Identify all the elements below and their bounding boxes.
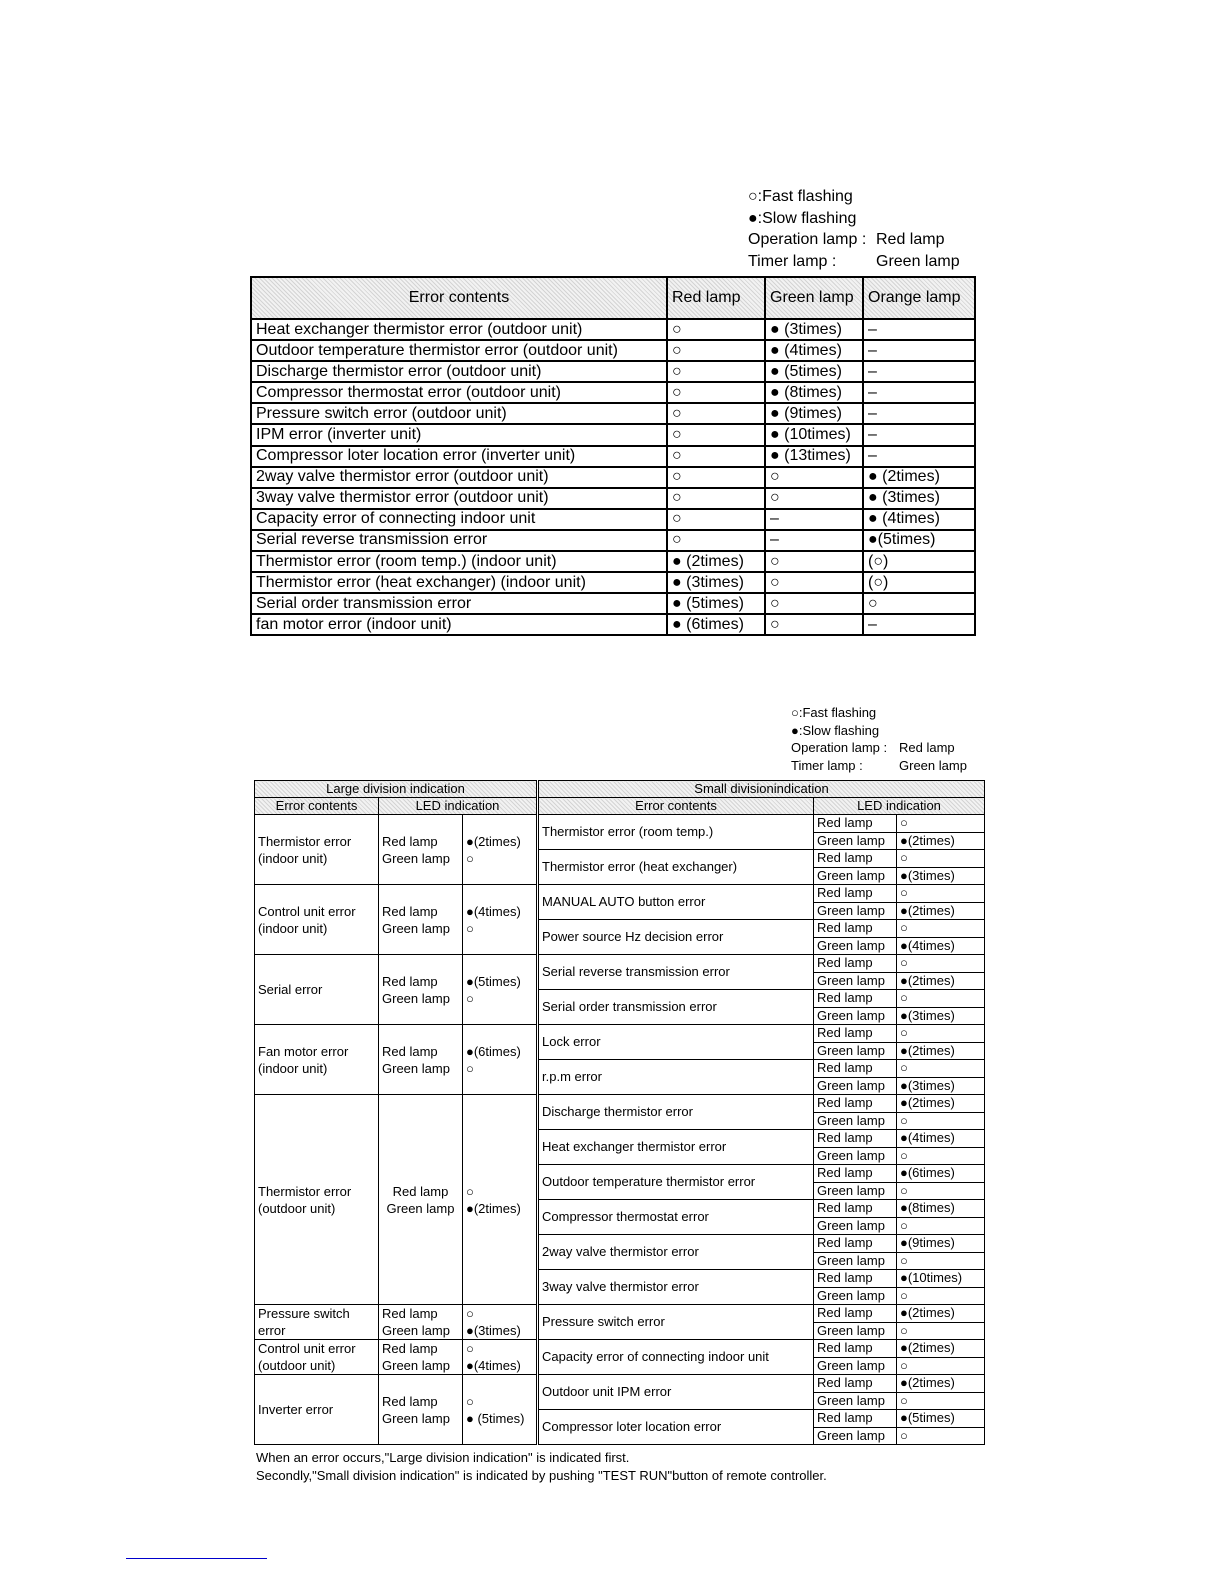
red-led-value: ○ xyxy=(897,850,985,868)
green-lamp-label: Green lamp xyxy=(814,1147,897,1165)
green-lamp-label: Green lamp xyxy=(814,1007,897,1025)
green-lamp-label: Green lamp xyxy=(382,1358,450,1373)
large-error-name-line: (outdoor unit) xyxy=(258,1200,336,1216)
green-lamp-label: Green lamp xyxy=(382,1323,450,1338)
header-red-lamp: Red lamp xyxy=(667,277,765,319)
green-lamp-label: Green lamp xyxy=(382,920,450,936)
large-error-name-line: Control unit error xyxy=(258,1341,356,1356)
green-lamp-cell: – xyxy=(765,530,863,551)
legend-row xyxy=(791,739,967,757)
red-lamp-cell: ● (5times) xyxy=(667,593,765,614)
small-error-name: Thermistor error (room temp.) xyxy=(538,815,814,850)
green-lamp-cell: ● (3times) xyxy=(765,319,863,340)
green-led-value: ○ xyxy=(466,990,474,1006)
red-led-value: ●(9times) xyxy=(897,1235,985,1253)
error-contents-cell: Thermistor error (room temp.) (indoor unit) xyxy=(251,551,667,572)
red-lamp-cell: ○ xyxy=(667,446,765,467)
green-lamp-label: Green lamp xyxy=(814,902,897,920)
large-error-name-line: Serial error xyxy=(258,982,323,997)
legend-key: Operation lamp : xyxy=(748,231,867,248)
red-lamp-label: Red lamp xyxy=(814,1165,897,1183)
green-lamp-cell: ● (4times) xyxy=(765,340,863,361)
small-error-name: Compressor thermostat error xyxy=(538,1200,814,1235)
subheader-led-indication: LED indication xyxy=(814,798,985,815)
error-contents-cell: 2way valve thermistor error (outdoor unit) xyxy=(251,467,667,488)
legend-top xyxy=(748,186,960,272)
large-led-values xyxy=(463,1375,538,1445)
small-error-name: Capacity error of connecting indoor unit xyxy=(538,1340,814,1375)
red-lamp-label: Red lamp xyxy=(382,1341,438,1356)
red-lamp-cell: ○ xyxy=(667,488,765,509)
small-error-name: Outdoor unit IPM error xyxy=(538,1375,814,1410)
green-lamp-label: Green lamp xyxy=(814,1077,897,1095)
small-error-name: Serial reverse transmission error xyxy=(538,955,814,990)
green-led-value: ○ xyxy=(897,1147,985,1165)
green-led-value: ● (5times) xyxy=(466,1410,525,1426)
header-large-division: Large division indication xyxy=(255,781,538,798)
table-header-row xyxy=(255,781,985,798)
large-led-values xyxy=(463,1095,538,1305)
green-lamp-label: Green lamp xyxy=(814,937,897,955)
legend-row xyxy=(791,704,967,722)
orange-lamp-cell: ○ xyxy=(863,593,975,614)
large-error-name-line: (indoor unit) xyxy=(258,920,328,936)
green-led-value: ●(3times) xyxy=(897,1077,985,1095)
legend-value: Green lamp xyxy=(899,758,967,774)
green-lamp-label: Green lamp xyxy=(382,850,450,866)
red-lamp-label: Red lamp xyxy=(382,833,438,849)
large-led-values xyxy=(463,1305,538,1340)
large-error-name xyxy=(255,1375,379,1445)
green-lamp-label: Green lamp xyxy=(386,1200,455,1216)
red-lamp-label: Red lamp xyxy=(382,973,438,989)
table-row xyxy=(255,955,985,973)
red-lamp-label: Red lamp xyxy=(814,1375,897,1393)
red-lamp-label: Red lamp xyxy=(382,1043,438,1059)
table-row xyxy=(251,509,975,530)
orange-lamp-cell: – xyxy=(863,424,975,445)
large-error-name xyxy=(255,1095,379,1305)
green-lamp-label: Green lamp xyxy=(382,990,450,1006)
red-lamp-cell: ○ xyxy=(667,382,765,403)
small-error-name: Pressure switch error xyxy=(538,1305,814,1340)
orange-lamp-cell: – xyxy=(863,361,975,382)
large-led-values xyxy=(463,815,538,885)
red-led-value: ○ xyxy=(897,920,985,938)
green-lamp-label: Green lamp xyxy=(382,1060,450,1076)
large-error-name xyxy=(255,1305,379,1340)
green-lamp-cell: ○ xyxy=(765,467,863,488)
green-lamp-cell: ● (9times) xyxy=(765,403,863,424)
error-contents-cell: Outdoor temperature thermistor error (outdoor unit) xyxy=(251,340,667,361)
legend-key: ●:Slow flashing xyxy=(791,722,880,738)
red-led-value: ●(4times) xyxy=(897,1130,985,1148)
red-lamp-cell: ○ xyxy=(667,467,765,488)
red-lamp-label: Red lamp xyxy=(814,850,897,868)
table-header-row xyxy=(251,277,975,319)
table-row xyxy=(255,1025,985,1043)
green-led-value: ●(4times) xyxy=(897,937,985,955)
orange-lamp-cell: ●(5times) xyxy=(863,530,975,551)
red-led-value: ●(6times) xyxy=(466,1043,521,1059)
table-row xyxy=(255,1095,985,1113)
error-contents-cell: Discharge thermistor error (outdoor unit) xyxy=(251,361,667,382)
green-led-value: ●(3times) xyxy=(466,1323,521,1338)
orange-lamp-cell: ● (2times) xyxy=(863,467,975,488)
large-error-name xyxy=(255,815,379,885)
red-lamp-label: Red lamp xyxy=(814,1130,897,1148)
large-error-name xyxy=(255,1340,379,1375)
legend-value: Red lamp xyxy=(876,231,945,248)
green-lamp-cell: – xyxy=(765,509,863,530)
red-lamp-label: Red lamp xyxy=(382,1306,438,1321)
table-row xyxy=(251,530,975,551)
green-lamp-label: Green lamp xyxy=(814,1392,897,1410)
large-error-name xyxy=(255,955,379,1025)
green-led-value: ○ xyxy=(466,920,474,936)
orange-lamp-cell: – xyxy=(863,382,975,403)
legend-row xyxy=(791,757,967,775)
green-lamp-label: Green lamp xyxy=(814,1252,897,1270)
green-led-value: ●(3times) xyxy=(897,1007,985,1025)
table-row xyxy=(255,1340,985,1358)
green-led-value: ○ xyxy=(897,1112,985,1130)
green-led-value: ○ xyxy=(897,1357,985,1375)
legend-key: Operation lamp : xyxy=(791,740,888,756)
red-lamp-cell: ○ xyxy=(667,319,765,340)
green-led-value: ○ xyxy=(466,1060,474,1076)
table-row xyxy=(251,340,975,361)
red-lamp-label: Red lamp xyxy=(814,1235,897,1253)
error-contents-cell: Capacity error of connecting indoor unit xyxy=(251,509,667,530)
red-lamp-label: Red lamp xyxy=(814,815,897,833)
table-row xyxy=(255,1305,985,1323)
red-lamp-cell: ● (3times) xyxy=(667,572,765,593)
green-lamp-label: Green lamp xyxy=(814,972,897,990)
red-led-value: ●(2times) xyxy=(897,1375,985,1393)
error-contents-cell: Compressor loter location error (inverter unit) xyxy=(251,446,667,467)
red-lamp-label: Red lamp xyxy=(814,1305,897,1323)
red-lamp-label: Red lamp xyxy=(814,1410,897,1428)
large-lamp-labels xyxy=(379,1375,463,1445)
legend-value: Green lamp xyxy=(876,252,960,270)
small-error-name: Heat exchanger thermistor error xyxy=(538,1130,814,1165)
error-contents-cell: Compressor thermostat error (outdoor unit) xyxy=(251,382,667,403)
green-led-value: ●(4times) xyxy=(466,1358,521,1373)
green-led-value: ○ xyxy=(897,1427,985,1445)
red-lamp-label: Red lamp xyxy=(814,885,897,903)
footer-rule xyxy=(126,1558,267,1559)
red-led-value: ●(6times) xyxy=(897,1165,985,1183)
error-contents-cell: 3way valve thermistor error (outdoor unit) xyxy=(251,488,667,509)
table-row xyxy=(251,361,975,382)
red-lamp-cell: ○ xyxy=(667,509,765,530)
green-lamp-cell: ○ xyxy=(765,572,863,593)
large-led-values xyxy=(463,1025,538,1095)
green-led-value: ○ xyxy=(897,1287,985,1305)
table-row xyxy=(251,551,975,572)
green-lamp-cell: ○ xyxy=(765,551,863,572)
large-error-name-line: Pressure switch xyxy=(258,1306,350,1321)
small-error-name: 2way valve thermistor error xyxy=(538,1235,814,1270)
red-led-value: ●(10times) xyxy=(897,1270,985,1288)
red-led-value: ●(2times) xyxy=(897,1095,985,1113)
legend-key: ○:Fast flashing xyxy=(791,705,877,720)
red-led-value: ○ xyxy=(897,1060,985,1078)
large-error-name-line: error xyxy=(258,1323,286,1338)
error-contents-cell: IPM error (inverter unit) xyxy=(251,424,667,445)
orange-lamp-cell: (○) xyxy=(863,551,975,572)
legend-row xyxy=(791,722,967,740)
green-led-value: ○ xyxy=(897,1392,985,1410)
green-lamp-cell: ○ xyxy=(765,614,863,635)
red-led-value: ○ xyxy=(466,1183,474,1199)
red-lamp-label: Red lamp xyxy=(392,1183,449,1199)
large-led-values xyxy=(463,1340,538,1375)
green-lamp-label: Green lamp xyxy=(814,832,897,850)
subheader-led-indication: LED indication xyxy=(379,798,538,815)
large-lamp-labels xyxy=(379,1025,463,1095)
green-lamp-label: Green lamp xyxy=(814,1427,897,1445)
large-led-values xyxy=(463,955,538,1025)
legend-row xyxy=(748,186,960,208)
small-error-name: r.p.m error xyxy=(538,1060,814,1095)
red-led-value: ●(2times) xyxy=(466,833,521,849)
table-row xyxy=(255,885,985,903)
small-error-name: Compressor loter location error xyxy=(538,1410,814,1445)
legend-key: ○:Fast flashing xyxy=(748,188,853,205)
red-lamp-cell: ○ xyxy=(667,340,765,361)
red-lamp-cell: ○ xyxy=(667,424,765,445)
large-lamp-labels xyxy=(379,1340,463,1375)
green-lamp-label: Green lamp xyxy=(814,1042,897,1060)
legend-row xyxy=(748,251,960,273)
small-error-name: Outdoor temperature thermistor error xyxy=(538,1165,814,1200)
large-error-name-line: Thermistor error xyxy=(258,833,352,849)
orange-lamp-cell: – xyxy=(863,340,975,361)
table-row xyxy=(251,614,975,635)
error-table-divisions xyxy=(254,780,985,1445)
table-row xyxy=(251,424,975,445)
header-error-contents: Error contents xyxy=(251,277,667,319)
green-lamp-label: Green lamp xyxy=(814,867,897,885)
legend-bottom xyxy=(791,704,967,775)
green-lamp-label: Green lamp xyxy=(814,1182,897,1200)
legend-row xyxy=(748,229,960,251)
green-lamp-cell: ● (10times) xyxy=(765,424,863,445)
red-led-value: ○ xyxy=(897,1025,985,1043)
large-lamp-labels xyxy=(379,1095,463,1305)
small-error-name: Thermistor error (heat exchanger) xyxy=(538,850,814,885)
green-led-value: ○ xyxy=(897,1217,985,1235)
green-led-value: ○ xyxy=(897,1322,985,1340)
large-error-name xyxy=(255,885,379,955)
table-subheader-row xyxy=(255,798,985,815)
green-led-value: ●(2times) xyxy=(897,1042,985,1060)
red-lamp-cell: ○ xyxy=(667,403,765,424)
header-orange-lamp: Orange lamp xyxy=(863,277,975,319)
red-lamp-label: Red lamp xyxy=(382,903,438,919)
table-row xyxy=(251,446,975,467)
footnote-line: When an error occurs,"Large division indication" is indicated first. xyxy=(256,1450,630,1465)
green-led-value: ●(2times) xyxy=(897,832,985,850)
subheader-error-contents: Error contents xyxy=(538,798,814,815)
green-lamp-label: Green lamp xyxy=(814,1357,897,1375)
green-led-value: ○ xyxy=(466,850,474,866)
red-led-value: ○ xyxy=(466,1306,474,1321)
red-led-value: ●(2times) xyxy=(897,1305,985,1323)
green-led-value: ○ xyxy=(897,1252,985,1270)
header-small-division: Small divisionindication xyxy=(538,781,985,798)
red-lamp-label: Red lamp xyxy=(814,1060,897,1078)
large-lamp-labels xyxy=(379,955,463,1025)
red-led-value: ●(5times) xyxy=(466,973,521,989)
small-error-name: Power source Hz decision error xyxy=(538,920,814,955)
orange-lamp-cell: – xyxy=(863,403,975,424)
large-error-name-line: (indoor unit) xyxy=(258,1060,328,1076)
red-led-value: ○ xyxy=(897,990,985,1008)
large-led-values xyxy=(463,885,538,955)
legend-value: Red lamp xyxy=(899,740,955,756)
red-lamp-label: Red lamp xyxy=(814,1340,897,1358)
table-row xyxy=(255,815,985,833)
orange-lamp-cell: (○) xyxy=(863,572,975,593)
red-led-value: ●(4times) xyxy=(466,903,521,919)
orange-lamp-cell: – xyxy=(863,614,975,635)
red-lamp-cell: ○ xyxy=(667,530,765,551)
error-contents-cell: Heat exchanger thermistor error (outdoor unit) xyxy=(251,319,667,340)
red-lamp-label: Red lamp xyxy=(814,955,897,973)
red-led-value: ●(5times) xyxy=(897,1410,985,1428)
legend-key: ●:Slow flashing xyxy=(748,209,857,227)
table-row xyxy=(251,319,975,340)
green-led-value: ○ xyxy=(897,1182,985,1200)
green-lamp-cell: ● (5times) xyxy=(765,361,863,382)
footnotes xyxy=(256,1449,827,1484)
subheader-error-contents: Error contents xyxy=(255,798,379,815)
legend-key: Timer lamp : xyxy=(791,758,863,774)
green-lamp-cell: ● (8times) xyxy=(765,382,863,403)
red-lamp-label: Red lamp xyxy=(814,1200,897,1218)
large-lamp-labels xyxy=(379,885,463,955)
green-lamp-label: Green lamp xyxy=(814,1322,897,1340)
large-error-name xyxy=(255,1025,379,1095)
red-lamp-label: Red lamp xyxy=(814,920,897,938)
small-error-name: 3way valve thermistor error xyxy=(538,1270,814,1305)
legend-row xyxy=(748,208,960,230)
large-error-name-line: (outdoor unit) xyxy=(258,1358,336,1373)
red-lamp-label: Red lamp xyxy=(814,990,897,1008)
large-error-name-line: (indoor unit) xyxy=(258,850,328,866)
red-lamp-label: Red lamp xyxy=(814,1025,897,1043)
red-led-value: ○ xyxy=(466,1341,474,1356)
large-error-name-line: Inverter error xyxy=(258,1402,334,1417)
table-row xyxy=(251,593,975,614)
legend-key: Timer lamp : xyxy=(748,252,837,270)
small-error-name: Lock error xyxy=(538,1025,814,1060)
large-lamp-labels xyxy=(379,1305,463,1340)
error-contents-cell: Pressure switch error (outdoor unit) xyxy=(251,403,667,424)
orange-lamp-cell: – xyxy=(863,446,975,467)
orange-lamp-cell: – xyxy=(863,319,975,340)
red-lamp-label: Red lamp xyxy=(814,1270,897,1288)
error-contents-cell: Serial order transmission error xyxy=(251,593,667,614)
large-error-name-line: Thermistor error xyxy=(258,1183,352,1199)
orange-lamp-cell: ● (3times) xyxy=(863,488,975,509)
red-led-value: ○ xyxy=(466,1393,474,1409)
green-lamp-label: Green lamp xyxy=(814,1287,897,1305)
green-lamp-label: Green lamp xyxy=(814,1217,897,1235)
green-lamp-cell: ○ xyxy=(765,593,863,614)
table-row xyxy=(251,488,975,509)
header-green-lamp: Green lamp xyxy=(765,277,863,319)
red-led-value: ○ xyxy=(897,815,985,833)
green-lamp-cell: ○ xyxy=(765,488,863,509)
table-row xyxy=(251,382,975,403)
orange-lamp-cell: ● (4times) xyxy=(863,509,975,530)
small-error-name: Discharge thermistor error xyxy=(538,1095,814,1130)
green-led-value: ●(2times) xyxy=(897,902,985,920)
red-lamp-cell: ● (6times) xyxy=(667,614,765,635)
green-lamp-label: Green lamp xyxy=(814,1112,897,1130)
green-led-value: ●(2times) xyxy=(897,972,985,990)
green-led-value: ●(3times) xyxy=(897,867,985,885)
large-lamp-labels xyxy=(379,815,463,885)
table-row xyxy=(251,572,975,593)
green-lamp-cell: ● (13times) xyxy=(765,446,863,467)
green-lamp-label: Green lamp xyxy=(382,1410,450,1426)
small-error-name: Serial order transmission error xyxy=(538,990,814,1025)
green-led-value: ●(2times) xyxy=(466,1200,521,1216)
red-lamp-label: Red lamp xyxy=(814,1095,897,1113)
table-row xyxy=(255,1375,985,1393)
red-led-value: ●(8times) xyxy=(897,1200,985,1218)
red-led-value: ●(2times) xyxy=(897,1340,985,1358)
red-led-value: ○ xyxy=(897,955,985,973)
error-contents-cell: fan motor error (indoor unit) xyxy=(251,614,667,635)
red-led-value: ○ xyxy=(897,885,985,903)
small-error-name: MANUAL AUTO button error xyxy=(538,885,814,920)
table-row xyxy=(251,403,975,424)
table-row xyxy=(251,467,975,488)
error-table-outdoor xyxy=(250,276,976,636)
large-error-name-line: Fan motor error xyxy=(258,1043,349,1059)
large-error-name-line: Control unit error xyxy=(258,903,356,919)
red-lamp-cell: ○ xyxy=(667,361,765,382)
red-lamp-label: Red lamp xyxy=(382,1393,438,1409)
red-lamp-cell: ● (2times) xyxy=(667,551,765,572)
error-contents-cell: Thermistor error (heat exchanger) (indoor unit) xyxy=(251,572,667,593)
footnote-line: Secondly,"Small division indication" is indicated by pushing "TEST RUN"button of remote controller. xyxy=(256,1467,827,1483)
error-contents-cell: Serial reverse transmission error xyxy=(251,530,667,551)
